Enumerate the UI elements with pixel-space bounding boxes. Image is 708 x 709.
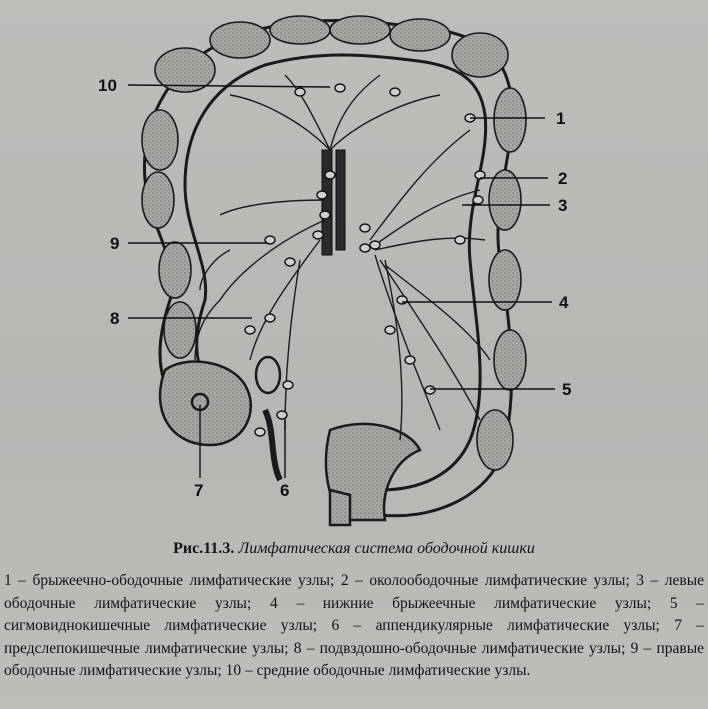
legend-item-7: 7 – предслепокишечные лимфатические узлы; [4,617,705,657]
label-4: 4 [559,293,569,312]
cecum [160,357,280,480]
label-6: 6 [280,481,290,500]
aorta [322,150,345,255]
label-2: 2 [558,169,568,188]
sigmoid-rectum [326,424,420,525]
legend-item-4: 4 – нижние брыжеечные лимфатические узлы; [269,594,670,612]
figure-number: Рис.11.3. [173,540,235,557]
legend-item-3: 3 – левые ободочные лимфатические узлы; [4,572,704,612]
label-5: 5 [562,380,572,399]
legend-item-1: 1 – брыжеечно-ободочные лимфатические узлы; [4,572,341,589]
label-8: 8 [110,309,120,328]
legend-item-6: 6 – аппендикулярные лимфатические узлы; [331,617,675,635]
label-10: 10 [98,76,117,95]
legend-item-10: 10 – средние ободочные лимфатические узлы. [225,662,531,680]
label-1: 1 [556,109,566,128]
figure-legend [4,570,704,683]
label-9: 9 [110,234,120,253]
legend-item-9: 9 – правые ободочные лимфатические узлы; [4,639,704,680]
label-3: 3 [558,196,568,215]
figure-caption [0,540,708,558]
legend-item-5: 5 – сигмовиднокишечные лимфатические узлы; [4,594,705,635]
label-7: 7 [194,481,204,500]
lymph-nodes [245,84,485,436]
figure-title: Лимфатическая система ободочной кишки [238,540,535,557]
legend-item-8: 8 – подвздошно-ободочные лимфатические узлы; [293,639,631,657]
legend-item-2: 2 – околоободочные лимфатические узлы; [340,572,637,589]
